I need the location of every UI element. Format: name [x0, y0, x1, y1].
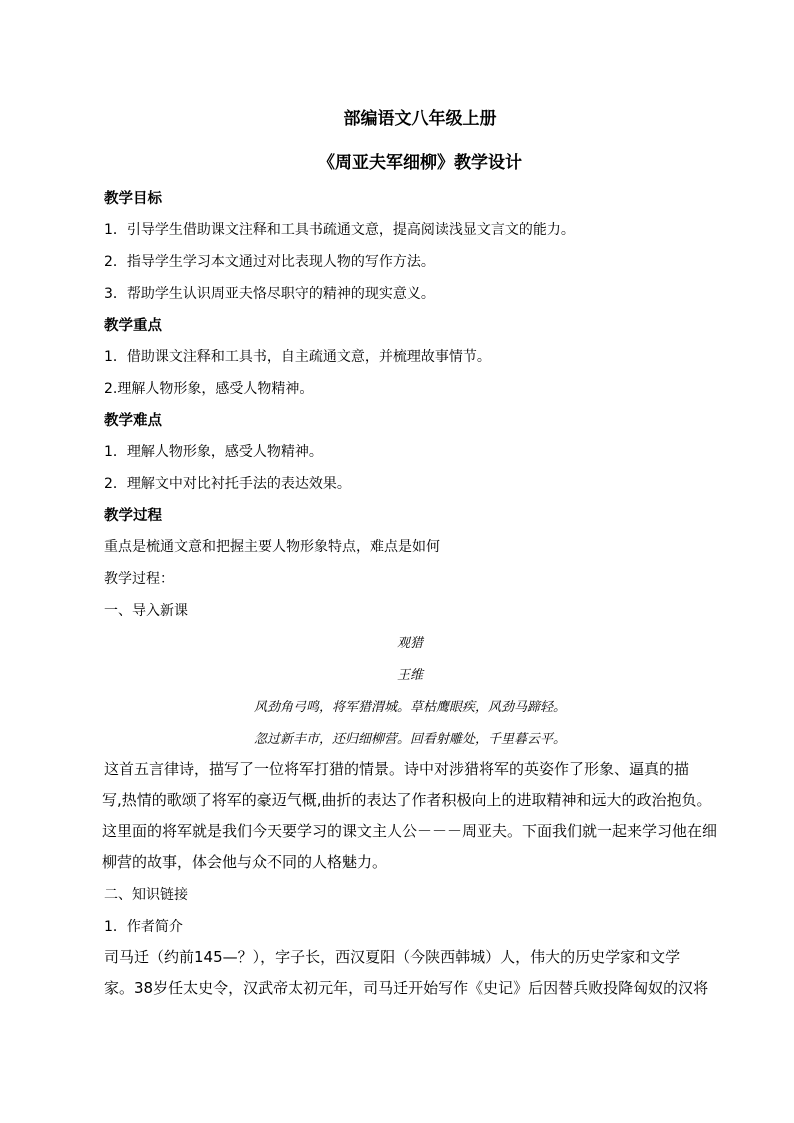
poem-line: 忽过新丰市，还归细柳营。回看射雕处，千里暮云平。	[253, 732, 566, 747]
goals-heading: 教学目标	[104, 190, 162, 207]
poem-title: 观猎	[396, 636, 423, 651]
process-note: 重点是梳通文意和把握主要人物形象特点，难点是如何	[104, 539, 440, 555]
document-subtitle: 《周亚夫军细柳》教学设计	[318, 153, 522, 173]
paragraph-line: 司马迁（约前145—？），字子长，西汉夏阳（今陕西韩城）人，伟大的历史学家和文学	[104, 948, 681, 966]
author-paragraph	[104, 942, 724, 1004]
goal-item: 2．指导学生学习本文通过对比表现人物的写作方法。	[104, 254, 435, 270]
process-heading: 教学过程	[104, 507, 162, 524]
paragraph-line: 这首五言律诗，描写了一位将军打猎的情景。诗中对涉猎将军的英姿作了形象、逼真的描	[104, 760, 690, 778]
paragraph-line: 柳营的故事，体会他与众不同的人格魅力。	[102, 853, 388, 871]
key-item: 1．借助课文注释和工具书，自主疏通文意，并梳理故事情节。	[104, 349, 491, 365]
process-label: 教学过程：	[104, 571, 174, 587]
goal-item: 3．帮助学生认识周亚夫恪尽职守的精神的现实意义。	[104, 286, 435, 302]
paragraph-line: 这里面的将军就是我们今天要学习的课文主人公－－－周亚夫。下面我们就一起来学习他在细	[102, 822, 718, 840]
document-title: 部编语文八年级上册	[343, 109, 497, 129]
subsection-heading: 1．作者简介	[104, 919, 183, 935]
paragraph-line: 写,热情的歌颂了将军的豪迈气概,曲折的表达了作者积极向上的进取精神和远大的政治抱负。	[102, 791, 712, 809]
section-heading: 二、知识链接	[104, 887, 188, 903]
section-heading: 一、导入新课	[104, 603, 188, 619]
key-item: 2.理解人物形象，感受人物精神。	[104, 381, 314, 397]
intro-paragraph	[104, 754, 724, 878]
difficulty-item: 1．理解人物形象，感受人物精神。	[104, 444, 323, 460]
difficulty-heading: 教学难点	[104, 412, 162, 429]
key-heading: 教学重点	[104, 317, 162, 334]
paragraph-line: 家。38岁任太史令，汉武帝太初元年，司马迁开始写作《史记》后因替兵败投降匈奴的汉将	[104, 979, 709, 997]
difficulty-item: 2．理解文中对比衬托手法的表达效果。	[104, 476, 351, 492]
poem-author: 王维	[396, 668, 423, 683]
poem-line: 风劲角弓鸣，将军猎渭城。草枯鹰眼疾，风劲马蹄轻。	[253, 700, 566, 715]
goal-item: 1．引导学生借助课文注释和工具书疏通文意，提高阅读浅显文言文的能力。	[104, 222, 575, 238]
